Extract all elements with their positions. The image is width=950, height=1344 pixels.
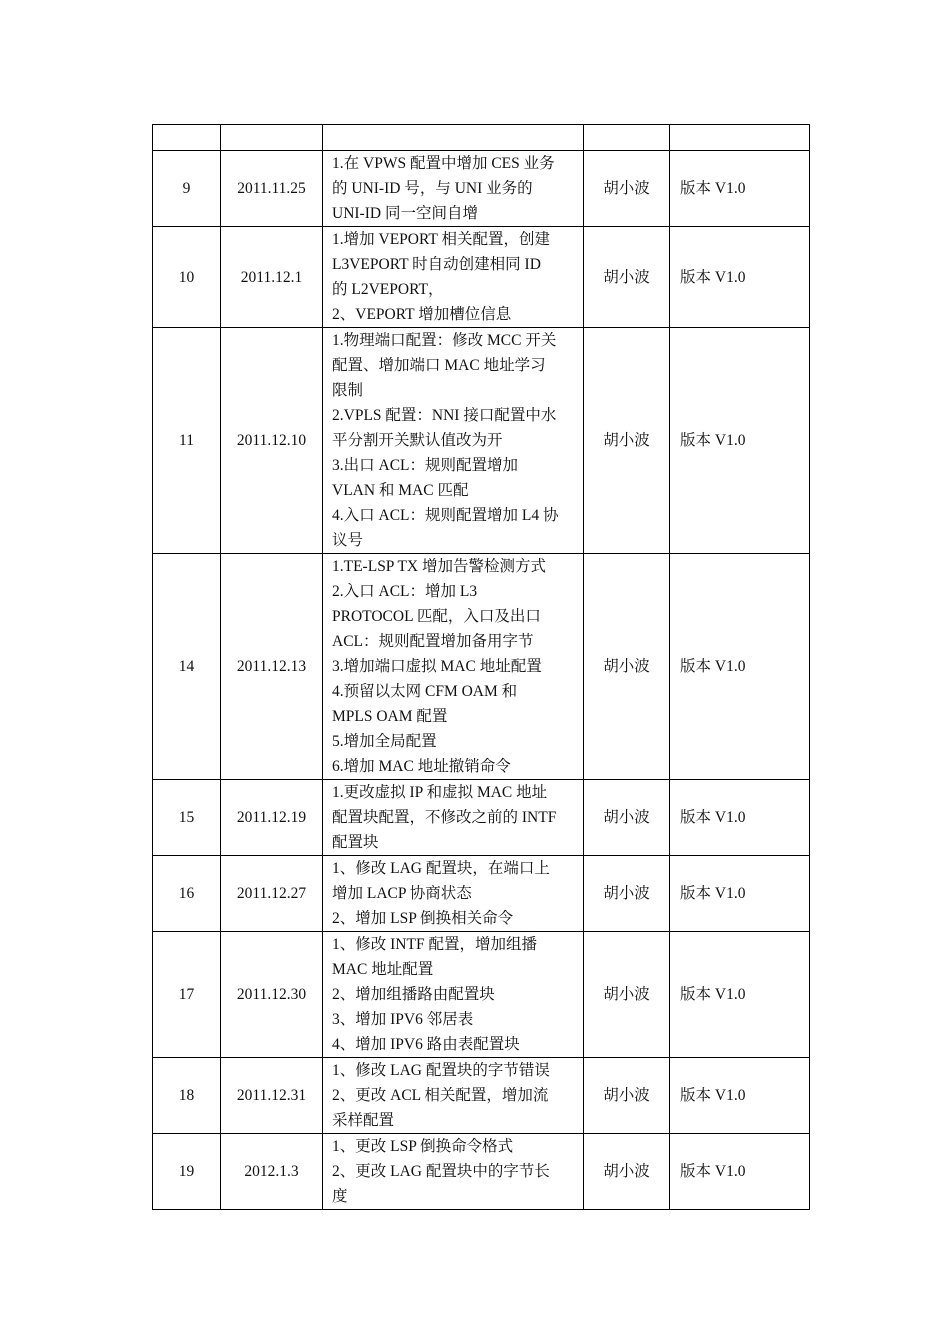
revision-number: 17: [153, 932, 221, 1058]
revision-description: [323, 1058, 584, 1134]
table-row: [153, 328, 810, 554]
table-row: [153, 554, 810, 780]
description-line: 2、增加 LSP 倒换相关命令: [332, 910, 514, 927]
table-row: [153, 1134, 810, 1210]
table-row: [153, 151, 810, 227]
revision-version: 版本 V1.0: [670, 151, 810, 227]
description-line: 平分割开关默认值改为开: [332, 432, 503, 449]
description-line: 的 UNI-ID 号，与 UNI 业务的: [332, 180, 533, 197]
revision-version: 版本 V1.0: [670, 227, 810, 328]
description-line: 1、更改 LSP 倒换命令格式: [332, 1138, 514, 1155]
revision-number: 11: [153, 328, 221, 554]
revision-author: 胡小波: [584, 151, 670, 227]
description-line: 3、增加 IPV6 邻居表: [332, 1011, 474, 1028]
revision-author: 胡小波: [584, 227, 670, 328]
description-line: 1.在 VPWS 配置中增加 CES 业务: [332, 155, 555, 172]
description-line: 1、修改 LAG 配置块的字节错误: [332, 1062, 550, 1079]
description-line: 3.出口 ACL：规则配置增加: [332, 457, 519, 474]
description-line: 限制: [332, 382, 364, 399]
description-line: 配置、增加端口 MAC 地址学习: [332, 357, 546, 374]
revision-number: 18: [153, 1058, 221, 1134]
revision-date: 2011.12.30: [221, 932, 323, 1058]
revision-description: [323, 932, 584, 1058]
description-line: 1.更改虚拟 IP 和虚拟 MAC 地址: [332, 784, 548, 801]
description-line: 5.增加全局配置: [332, 733, 437, 750]
description-line: 1.TE-LSP TX 增加告警检测方式: [332, 558, 546, 575]
revision-version: 版本 V1.0: [670, 554, 810, 780]
revision-description: [323, 780, 584, 856]
revision-number: 19: [153, 1134, 221, 1210]
description-line: 采样配置: [332, 1112, 395, 1129]
revision-description: [323, 1134, 584, 1210]
revision-author: 胡小波: [584, 328, 670, 554]
description-line: PROTOCOL 匹配，入口及出口: [332, 608, 541, 625]
description-line: 2.入口 ACL：增加 L3: [332, 583, 478, 600]
revision-author: 胡小波: [584, 856, 670, 932]
description-line: VLAN 和 MAC 匹配: [332, 482, 469, 499]
description-line: ACL：规则配置增加备用字节: [332, 633, 534, 650]
revision-description: [323, 328, 584, 554]
description-line: 1.增加 VEPORT 相关配置，创建: [332, 231, 550, 248]
revision-date: 2011.12.10: [221, 328, 323, 554]
description-line: 1、修改 INTF 配置，增加组播: [332, 936, 537, 953]
description-line: 4.预留以太网 CFM OAM 和: [332, 683, 518, 700]
description-line: 4、增加 IPV6 路由表配置块: [332, 1036, 520, 1053]
description-line: 配置块: [332, 834, 379, 851]
revision-number: 10: [153, 227, 221, 328]
revision-version: 版本 V1.0: [670, 780, 810, 856]
revision-history-table: [152, 124, 810, 1210]
revision-date: [221, 125, 323, 151]
revision-author: [584, 125, 670, 151]
revision-description: [323, 227, 584, 328]
description-line: 3.增加端口虚拟 MAC 地址配置: [332, 658, 542, 675]
revision-date: 2011.12.19: [221, 780, 323, 856]
revision-version: 版本 V1.0: [670, 328, 810, 554]
description-line: MPLS OAM 配置: [332, 708, 448, 725]
table-row: [153, 125, 810, 151]
description-line: 2、VEPORT 增加槽位信息: [332, 306, 512, 323]
description-line: 2、更改 LAG 配置块中的字节长: [332, 1163, 550, 1180]
revision-number: [153, 125, 221, 151]
revision-author: 胡小波: [584, 554, 670, 780]
revision-date: 2011.12.1: [221, 227, 323, 328]
description-line: 1.物理端口配置：修改 MCC 开关: [332, 332, 557, 349]
description-line: 2.VPLS 配置：NNI 接口配置中水: [332, 407, 557, 424]
description-line: 2、更改 ACL 相关配置，增加流: [332, 1087, 549, 1104]
revision-date: 2011.11.25: [221, 151, 323, 227]
revision-author: 胡小波: [584, 780, 670, 856]
revision-version: 版本 V1.0: [670, 1134, 810, 1210]
table-row: [153, 227, 810, 328]
revision-author: 胡小波: [584, 1134, 670, 1210]
table-row: [153, 932, 810, 1058]
description-line: MAC 地址配置: [332, 961, 434, 978]
description-line: 6.增加 MAC 地址撤销命令: [332, 758, 511, 775]
revision-author: 胡小波: [584, 1058, 670, 1134]
description-line: 4.入口 ACL：规则配置增加 L4 协: [332, 507, 559, 524]
description-line: 1、修改 LAG 配置块，在端口上: [332, 860, 550, 877]
revision-version: 版本 V1.0: [670, 932, 810, 1058]
revision-description: [323, 151, 584, 227]
description-line: 2、增加组播路由配置块: [332, 986, 495, 1003]
revision-rows: [153, 125, 810, 1210]
revision-description: [323, 554, 584, 780]
table-row: [153, 856, 810, 932]
description-line: 增加 LACP 协商状态: [332, 885, 472, 902]
description-line: 议号: [332, 532, 364, 549]
revision-version: [670, 125, 810, 151]
revision-version: 版本 V1.0: [670, 856, 810, 932]
revision-number: 14: [153, 554, 221, 780]
revision-number: 9: [153, 151, 221, 227]
description-line: UNI-ID 同一空间自增: [332, 205, 478, 222]
revision-author: 胡小波: [584, 932, 670, 1058]
description-line: L3VEPORT 时自动创建相同 ID: [332, 256, 541, 273]
revision-date: 2011.12.13: [221, 554, 323, 780]
table-row: [153, 780, 810, 856]
revision-number: 15: [153, 780, 221, 856]
revision-date: 2012.1.3: [221, 1134, 323, 1210]
revision-description: [323, 856, 584, 932]
description-line: 的 L2VEPORT，: [332, 281, 444, 298]
revision-date: 2011.12.31: [221, 1058, 323, 1134]
revision-date: 2011.12.27: [221, 856, 323, 932]
description-line: 度: [332, 1188, 348, 1205]
revision-number: 16: [153, 856, 221, 932]
revision-description: [323, 125, 584, 151]
table-row: [153, 1058, 810, 1134]
revision-version: 版本 V1.0: [670, 1058, 810, 1134]
description-line: 配置块配置，不修改之前的 INTF: [332, 809, 557, 826]
